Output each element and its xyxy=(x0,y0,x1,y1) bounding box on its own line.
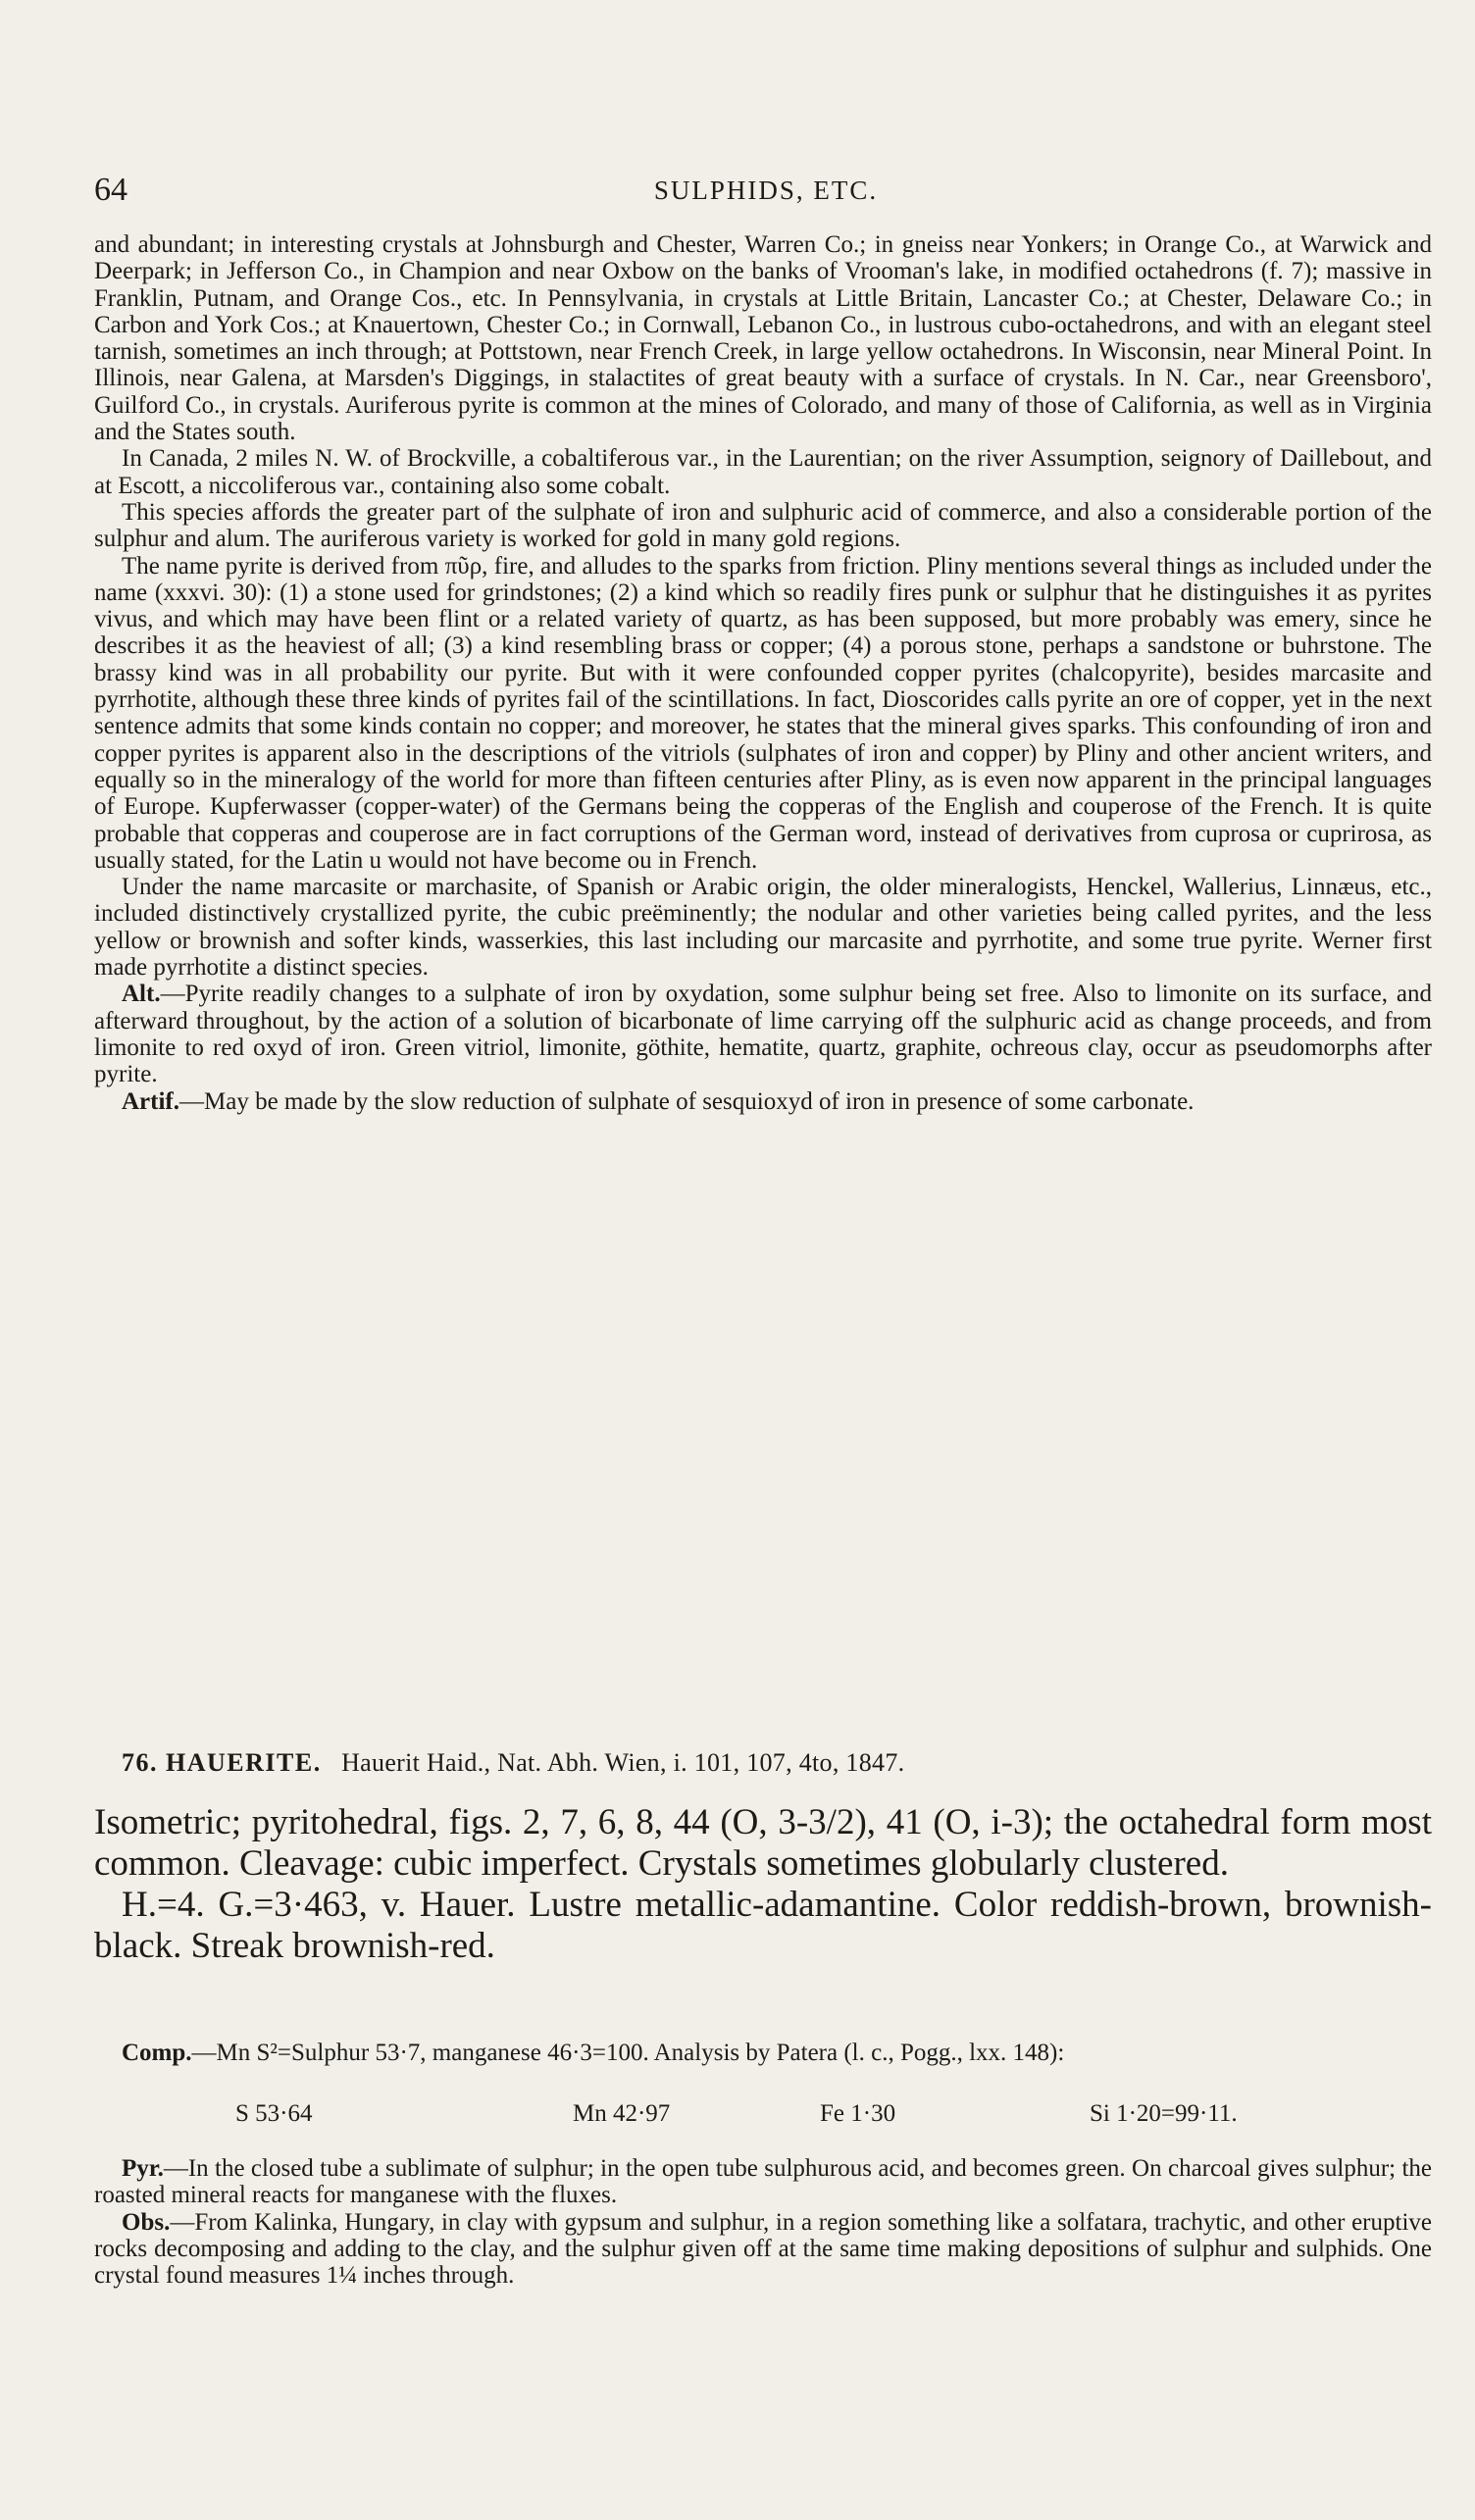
paragraph-alteration xyxy=(94,981,1432,1087)
comp-text: —Mn S²=Sulphur 53·7, manganese 46·3=100. Analysis by Patera (l. c., Pogg., lxx. 148): xyxy=(191,2040,1065,2066)
pyr-label: Pyr. xyxy=(122,2155,164,2182)
analysis-sulphur: S 53·64 xyxy=(235,2100,313,2127)
pyr-text: —In the closed tube a sublimate of sulphur; in the open tube sulphurous acid, and becomes green. On charcoal gives sulphur; the roasted mineral reacts for manganese with the fluxes. xyxy=(94,2155,1432,2209)
composition-paragraph xyxy=(94,2040,1432,2066)
analysis-manganese: Mn 42·97 xyxy=(573,2100,671,2127)
artif-text: —May be made by the slow reduction of sulphate of sesquioxyd of iron in presence of some carbonate. xyxy=(179,1087,1195,1115)
paragraph-uses: This species affords the greater part of the sulphate of iron and sulphuric acid of commerce, and also a considerable portion of the sulphur and alum. The auriferous variety is worked for gold in many gold regions. xyxy=(94,498,1432,553)
obs-label: Obs. xyxy=(122,2208,171,2236)
species-heading xyxy=(122,1748,904,1778)
page-number: 64 xyxy=(94,172,127,208)
alt-text: —Pyrite readily changes to a sulphate of iron by oxydation, some sulphur being set free. Also to limonite on its surface, and afterward throughout, by the action of a solution of bicarbonate of lime carrying off the sulphuric acid as change proceeds, and from limonite to red oxyd of iron. Green vitriol, limonite, göthite, hematite, quartz, graphite, ochreous clay, occur as pseudomorphs after pyrite. xyxy=(94,981,1432,1088)
physical-properties-paragraph: H.=4. G.=3·463, v. Hauer. Lustre metallic-adamantine. Color reddish-brown, brownish-black. Streak brownish-red. xyxy=(94,1885,1432,1966)
composition-text xyxy=(94,2040,1432,2066)
paragraph-name-origin: The name pyrite is derived from πῦρ, fire, and alludes to the sparks from friction. Pliny mentions several things as included under the name (xxxvi. 30): (1) a stone used for grindstones; (2) a kind which so readily fires punk or sulphur that he distinguishes it as pyrites vivus, and which may have been flint or a related variety of quartz, as has been supposed, but more probably was emery, since he describes it as the heaviest of all; (3) a kind resembling brass or copper; (4) a porous stone, perhaps a sandstone or buhrstone. The brassy kind was in all probability our pyrite. But with it were confounded copper pyrites (chalcopyrite), besides marcasite and pyrrhotite, although these three kinds of pyrites fail of the scintillations. In fact, Dioscorides calls pyrite an ore of copper, yet in the next sentence admits that some kinds contain no copper; and moreover, he states that the mineral gives sparks. This confounding of iron and copper pyrites is apparent also in the descriptions of the vitriols (sulphates of iron and copper) by Pliny and other ancient writers, and equally so in the mineralogy of the world for more than fifteen centuries after Pliny, as is even now apparent in the principal languages of Europe. Kupferwasser (copper-water) of the Germans being the copperas of the English and couperose of the French. It is quite probable that copperas and couperose are in fact corruptions of the German word, instead of derivatives from cuprosa or cuprirosa, as usually stated, for the Latin u would not have become ou in French. xyxy=(94,552,1432,874)
analysis-silica: Si 1·20=99·11. xyxy=(1090,2100,1238,2127)
observations-paragraph xyxy=(94,2209,1432,2290)
species-number-name: 76. HAUERITE. xyxy=(122,1748,322,1777)
running-head: SULPHIDS, ETC. xyxy=(653,176,879,205)
page-header xyxy=(94,172,1438,211)
crystallography-paragraph: Isometric; pyritohedral, figs. 2, 7, 6, 8, 44 (O, 3-3/2), 41 (O, i-3); the octahedral form most common. Cleavage: cubic imperfect. Crystals sometimes globularly clustered. xyxy=(94,1802,1432,1884)
analysis-row xyxy=(94,2100,1432,2134)
obs-text: —From Kalinka, Hungary, in clay with gypsum and sulphur, in a region something like a solfatara, trachytic, and other eruptive rocks decomposing and adding to the clay, and the sulphur given off at the same time making depositions of sulphur and sulphids. One crystal found measures 1¼ inches through. xyxy=(94,2208,1432,2290)
alt-label: Alt. xyxy=(122,981,161,1008)
hauerite-description xyxy=(94,1802,1432,1967)
paragraph-marcasite-history: Under the name marcasite or marchasite, of Spanish or Arabic origin, the older mineralogists, Henckel, Wallerius, Linnæus, etc., included distinctively crystallized pyrite, the cubic preëminently; the nodular and other varieties being called pyrites, and the less yellow or brownish and softer kinds, wasserkies, this last including our marcasite and pyrrhotite, and some true pyrite. Werner first made pyrrhotite a distinct species. xyxy=(94,874,1432,982)
analysis-iron: Fe 1·30 xyxy=(820,2100,896,2127)
pyr-obs-section xyxy=(94,2155,1432,2289)
species-citation: Hauerit Haid., Nat. Abh. Wien, i. 101, 107, 4to, 1847. xyxy=(341,1748,905,1777)
paragraph-localities-canada: In Canada, 2 miles N. W. of Brockville, a cobaltiferous var., in the Laurentian; on the river Assumption, seignory of Daillebout, and at Escott, a niccoliferous var., containing also some cobalt. xyxy=(94,445,1432,499)
pyrognostics-paragraph xyxy=(94,2155,1432,2209)
paragraph-localities-usa: and abundant; in interesting crystals at Johnsburgh and Chester, Warren Co.; in gneiss near Yonkers; in Orange Co., at Warwick and Deerpark; in Jefferson Co., in Champion and near Oxbow on the banks of Vrooman's lake, in modified octahedrons (f. 7); massive in Franklin, Putnam, and Orange Cos., etc. In Pennsylvania, in crystals at Little Britain, Lancaster Co.; at Chester, Delaware Co.; in Carbon and York Cos.; at Knauertown, Chester Co.; in Cornwall, Lebanon Co., in lustrous cubo-octahedrons, and with an elegant steel tarnish, sometimes an inch through; at Pottstown, near French Creek, in large yellow octahedrons. In Wisconsin, near Mineral Point. In Illinois, near Galena, at Marsden's Diggings, in stalactites of great beauty with a surface of crystals. In N. Car., near Greensboro', Guilford Co., in crystals. Auriferous pyrite is common at the mines of Colorado, and many of those of California, as well as in Virginia and the States south. xyxy=(94,231,1432,446)
paragraph-artificial xyxy=(94,1088,1432,1115)
artif-label: Artif. xyxy=(122,1087,179,1115)
pyrite-continued-section xyxy=(94,231,1432,1115)
comp-label: Comp. xyxy=(122,2040,192,2066)
